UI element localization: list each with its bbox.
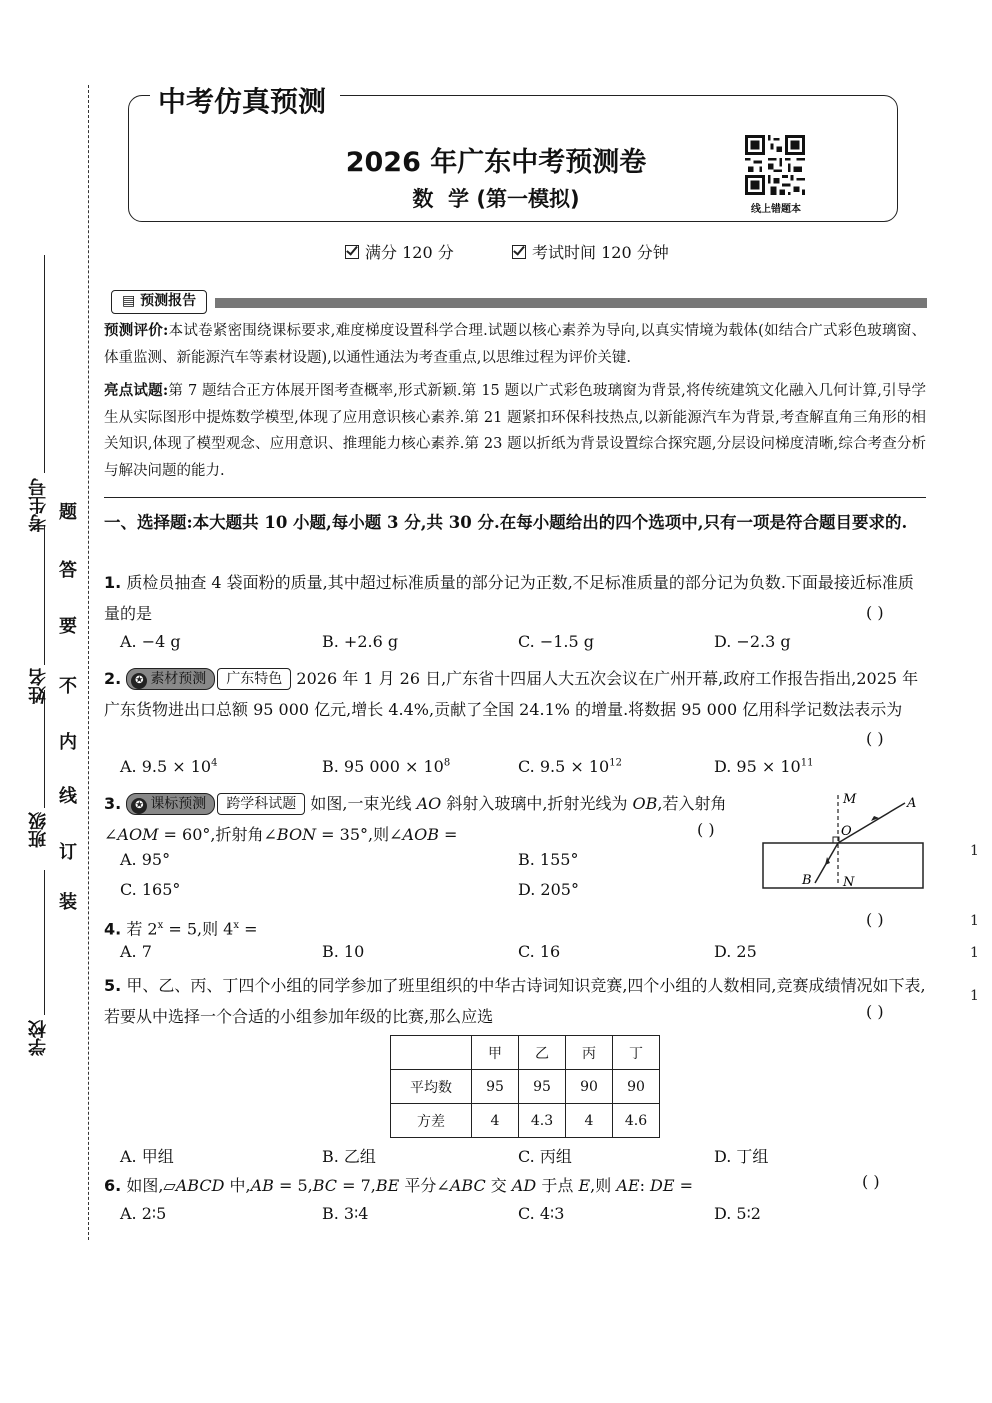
question-3: 3. ✪ 课标预测 跨学科试题 如图,一束光线 AO 斜射入玻璃中,折射光线为 OB,若入射角∠AOM = 60°,折射角∠BON = 35°,则∠AOB = bbox=[104, 794, 727, 844]
star-icon: ✪ bbox=[131, 798, 147, 814]
table-cell: 4.6 bbox=[613, 1104, 660, 1138]
name-blank bbox=[44, 525, 45, 665]
q5-option-d[interactable]: D. 丁组 bbox=[714, 1147, 769, 1166]
q1-option-c[interactable]: C. −1.5 g bbox=[518, 632, 595, 651]
point-o-label: O bbox=[841, 824, 852, 839]
edge-mark: 1 bbox=[970, 913, 979, 929]
q3-option-d[interactable]: D. 205° bbox=[518, 880, 579, 899]
q5-option-a[interactable]: A. 甲组 bbox=[120, 1147, 174, 1166]
candidate-no-label: 考生号 bbox=[28, 478, 49, 532]
page-title: 2026 年广东中考预测卷 bbox=[345, 147, 647, 178]
q6-option-b[interactable]: B. 3∶4 bbox=[322, 1204, 369, 1223]
table-cell: 4 bbox=[566, 1104, 613, 1138]
question-6: 6. 如图,▱ABCD 中,AB = 5,BC = 7,BE 平分∠ABC 交 AD 于点 E,则 AE: DE = bbox=[104, 1176, 694, 1195]
seal-char: 内 bbox=[59, 732, 77, 753]
check-icon bbox=[345, 245, 359, 259]
q2-option-c[interactable]: C. $9.5 \times 10^{12}$ bbox=[518, 757, 622, 776]
edge-mark: 1 bbox=[970, 988, 979, 1004]
candidate-no-blank bbox=[44, 255, 45, 473]
table-cell: 甲 bbox=[472, 1036, 519, 1070]
page-subtitle: 数 学 (第一模拟) bbox=[412, 187, 580, 211]
q1-option-d[interactable]: D. −2.3 g bbox=[714, 632, 791, 651]
q4-option-c[interactable]: C. 16 bbox=[518, 942, 561, 961]
table-cell: 乙 bbox=[519, 1036, 566, 1070]
point-b-label: B bbox=[802, 873, 812, 888]
edge-mark: 1 bbox=[970, 945, 979, 961]
question-5: 5. 甲、乙、丙、丁四个小组的同学参加了班里组织的中华古诗词知识竞赛,四个小组的人数相同,竞赛成绩情况如下表,若要从中选择一个合适的小组参加年级的比赛,那么应选 bbox=[104, 976, 926, 1026]
score-table bbox=[390, 1035, 660, 1138]
question-4: 4. 若 $2^x = 5$,则 $4^x$ = bbox=[104, 919, 258, 939]
q2-option-b[interactable]: B. 95 $000 \times 10^8$ bbox=[322, 757, 451, 776]
qr-code-icon[interactable] bbox=[745, 135, 805, 195]
table-cell: 4.3 bbox=[519, 1104, 566, 1138]
report-band bbox=[215, 298, 927, 308]
report-highlights: 亮点试题:第 7 题结合正方体展开图考查概率,形式新颖.第 15 题以广式彩色玻璃窗为背景,将传统建筑文化融入几何计算,引导学生从实际图形中提炼数学模型,体现了应用意识核心素养.第 21 题紧扣环保科技热点,以新能源汽车为背景,考查解直角三角形的相关知识,体现了模型观念、应用意识、推理能力核心素养.第 23 题以折纸为背景设置综合探究题,分层设问梯度清晰,综合考查分析与解决问题的能力. bbox=[104, 382, 927, 479]
table-row bbox=[391, 1070, 660, 1104]
table-cell: 平均数 bbox=[391, 1070, 472, 1104]
report-tag: ▤ 预测报告 bbox=[111, 290, 207, 314]
q2-option-a[interactable]: A. $9.5 \times 10^4$ bbox=[120, 757, 218, 776]
table-cell: 90 bbox=[566, 1070, 613, 1104]
tag-badge: 跨学科试题 bbox=[217, 793, 305, 815]
table-row bbox=[391, 1104, 660, 1138]
school-label: 学校 bbox=[28, 1020, 49, 1056]
table-cell: 90 bbox=[613, 1070, 660, 1104]
table-cell: 95 bbox=[472, 1070, 519, 1104]
full-score: 满分 120 分 bbox=[345, 240, 454, 263]
table-cell: 4 bbox=[472, 1104, 519, 1138]
table-cell: 丙 bbox=[566, 1036, 613, 1070]
q6-option-c[interactable]: C. 4∶3 bbox=[518, 1204, 565, 1223]
q1-option-a[interactable]: A. −4 g bbox=[120, 632, 181, 651]
point-m-label: M bbox=[843, 792, 857, 807]
qr-label: 线上错题本 bbox=[751, 204, 801, 215]
q3-option-a[interactable]: A. 95° bbox=[120, 850, 171, 869]
point-n-label: N bbox=[843, 875, 855, 890]
exam-time: 考试时间 120 分钟 bbox=[512, 240, 669, 263]
q3-option-c[interactable]: C. 165° bbox=[120, 880, 181, 899]
table-cell: 方差 bbox=[391, 1104, 472, 1138]
class-label: 班级 bbox=[28, 812, 49, 848]
refraction-figure bbox=[755, 785, 930, 900]
table-header-row bbox=[391, 1036, 660, 1070]
q5-option-b[interactable]: B. 乙组 bbox=[322, 1147, 376, 1166]
answer-paren[interactable]: ( ) bbox=[697, 820, 715, 839]
check-icon bbox=[512, 245, 526, 259]
table-cell: 丁 bbox=[613, 1036, 660, 1070]
seal-char: 答 bbox=[59, 560, 77, 581]
seal-char: 要 bbox=[59, 616, 77, 637]
answer-paren[interactable]: ( ) bbox=[866, 1002, 884, 1021]
q4-option-a[interactable]: A. 7 bbox=[120, 942, 152, 961]
answer-paren[interactable]: ( ) bbox=[866, 729, 884, 748]
q6-option-d[interactable]: D. 5∶2 bbox=[714, 1204, 761, 1223]
seal-char: 不 bbox=[59, 676, 77, 697]
tag-badge: ✪ 素材预测 bbox=[126, 668, 215, 690]
q5-option-c[interactable]: C. 丙组 bbox=[518, 1147, 572, 1166]
answer-paren[interactable]: ( ) bbox=[866, 603, 884, 622]
seal-char: 线 bbox=[59, 786, 77, 807]
school-blank bbox=[44, 870, 45, 1015]
section-heading: 一、选择题:本大题共 10 小题,每小题 3 分,共 30 分.在每小题给出的四个选项中,只有一项是符合题目要求的. bbox=[104, 513, 908, 532]
report-bar bbox=[105, 290, 927, 312]
q4-option-b[interactable]: B. 10 bbox=[322, 942, 365, 961]
seal-char: 装 bbox=[59, 892, 77, 913]
binding-dash-line bbox=[88, 85, 89, 1240]
star-icon: ✪ bbox=[131, 673, 147, 689]
table-cell: 95 bbox=[519, 1070, 566, 1104]
report-evaluation: 预测评价:本试卷紧密围绕课标要求,难度梯度设置科学合理.试题以核心素养为导向,以真实情境为载体(如结合广式彩色玻璃窗、体重监测、新能源汽车等素材设题),以通性通法为考查重点,以思维过程为评价关键. bbox=[104, 322, 927, 366]
q3-option-b[interactable]: B. 155° bbox=[518, 850, 579, 869]
q2-option-d[interactable]: D. $95 \times 10^{11}$ bbox=[714, 757, 814, 776]
question-1: 1. 质检员抽查 4 袋面粉的质量,其中超过标准质量的部分记为正数,不足标准质量的部分记为负数.下面最接近标准质量的是 bbox=[104, 573, 914, 623]
tag-badge: ✪ 课标预测 bbox=[126, 793, 215, 815]
class-blank bbox=[44, 690, 45, 808]
header-tab: 中考仿真预测 bbox=[150, 80, 340, 120]
tag-badge: 广东特色 bbox=[217, 668, 291, 690]
section-divider bbox=[104, 497, 926, 498]
answer-paren[interactable]: ( ) bbox=[866, 910, 884, 929]
name-label: 姓名 bbox=[28, 668, 49, 704]
seal-char: 题 bbox=[59, 502, 77, 523]
edge-mark: 1 bbox=[970, 843, 979, 859]
point-a-label: A bbox=[907, 796, 917, 811]
q4-option-d[interactable]: D. 25 bbox=[714, 942, 757, 961]
seal-char: 订 bbox=[59, 842, 77, 863]
table-cell bbox=[391, 1036, 472, 1070]
q1-option-b[interactable]: B. +2.6 g bbox=[322, 632, 399, 651]
answer-paren[interactable]: ( ) bbox=[862, 1172, 880, 1191]
question-2: 2. ✪ 素材预测 广东特色 2026 年 1 月 26 日,广东省十四届人大五次会议在广州开幕,政府工作报告指出,2025 年广东货物进出口总额 95 000 亿元,增长 4.4%,贡献了全国 24.1% 的增量.将数据 95 000 亿用科学记数法表示为 bbox=[104, 669, 919, 719]
q6-option-a[interactable]: A. 2∶5 bbox=[120, 1204, 167, 1223]
